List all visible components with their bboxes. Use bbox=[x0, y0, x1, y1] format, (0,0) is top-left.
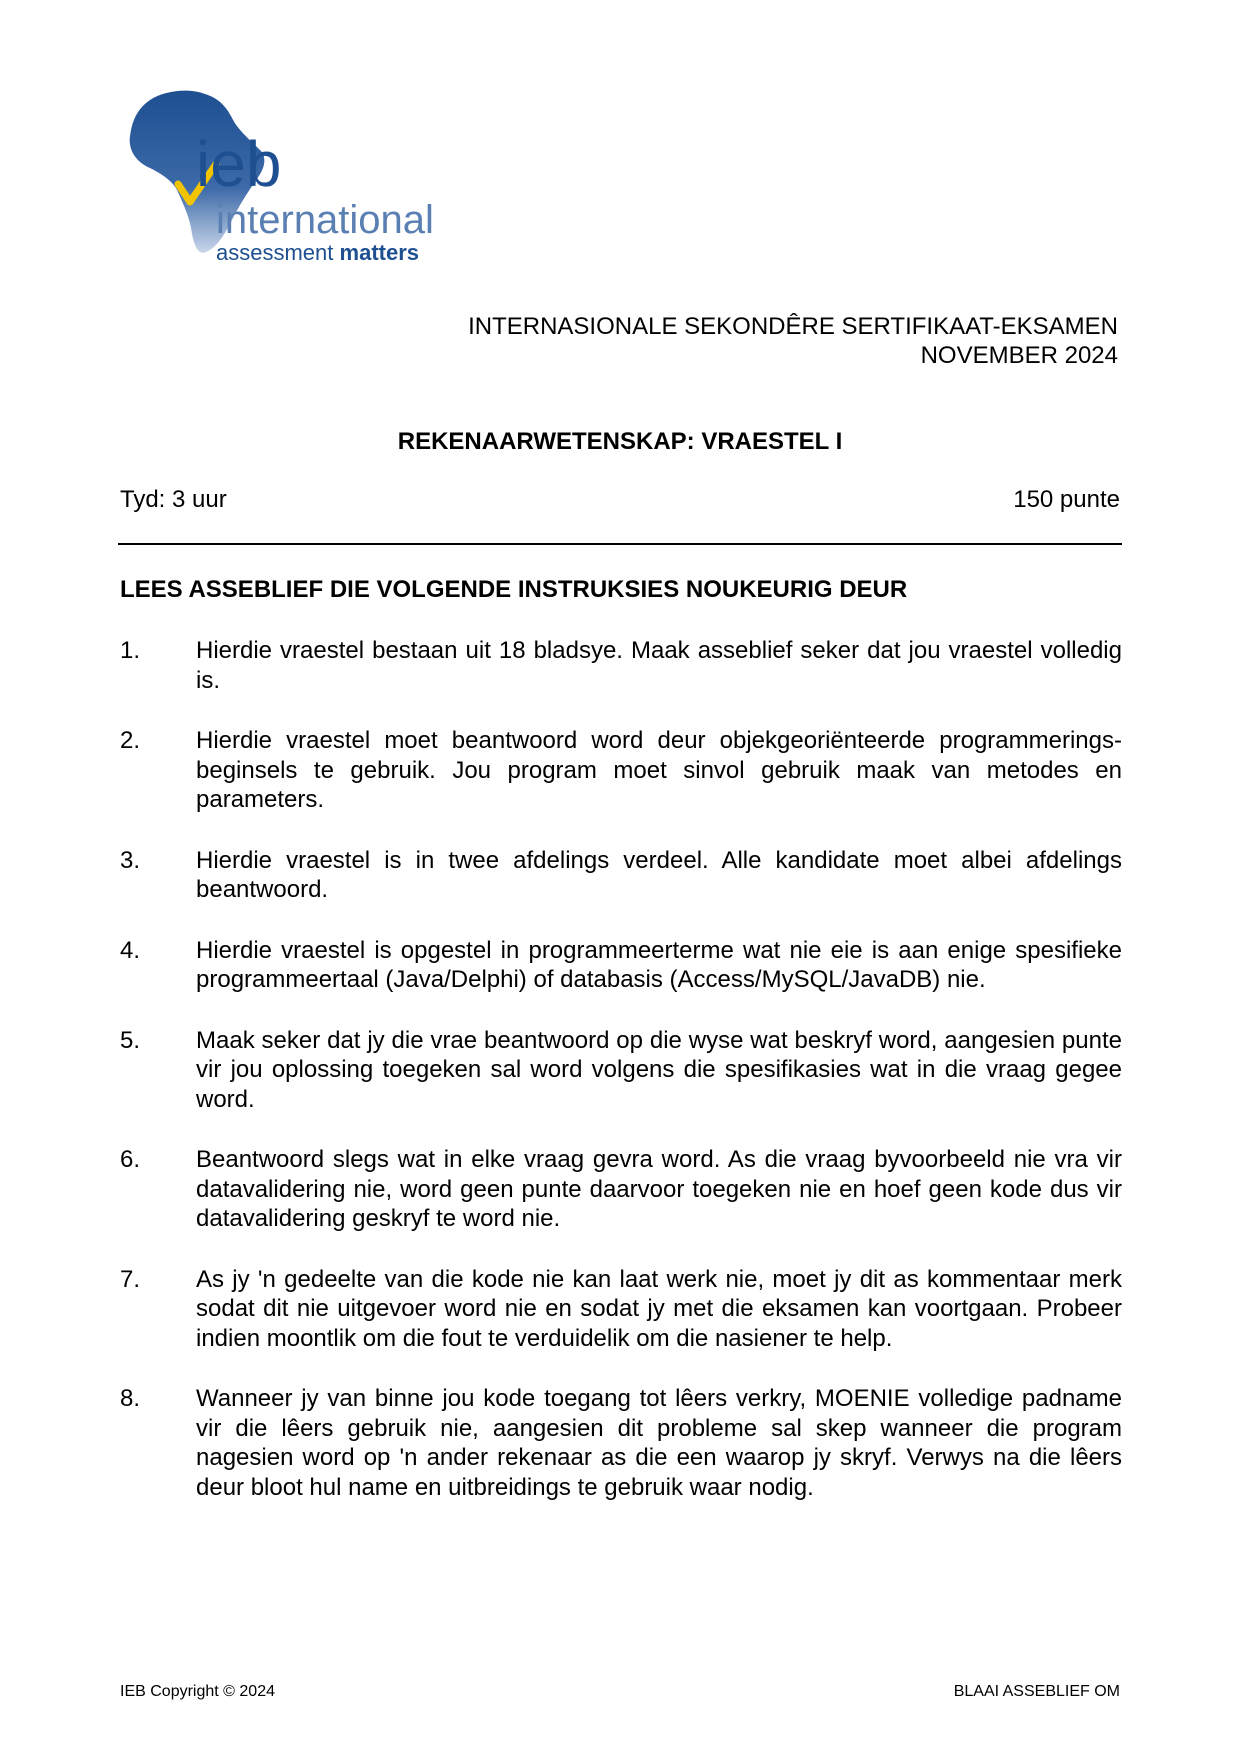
instructions-heading: LEES ASSEBLIEF DIE VOLGENDE INSTRUKSIES NOUKEURIG DEUR bbox=[120, 576, 908, 603]
instruction-number: 2. bbox=[120, 727, 141, 754]
footer-copyright: IEB Copyright © 2024 bbox=[120, 1683, 275, 1700]
instruction-item bbox=[120, 1384, 1122, 1502]
divider-line bbox=[118, 543, 1122, 545]
exam-title: INTERNASIONALE SEKONDÊRE SERTIFIKAAT-EKSAMEN bbox=[468, 313, 1118, 340]
footer-turn-over: BLAAI ASSEBLIEF OM bbox=[953, 1683, 1120, 1700]
exam-time: Tyd: 3 uur bbox=[120, 486, 227, 513]
instruction-number: 6. bbox=[120, 1146, 141, 1173]
ieb-logo bbox=[120, 88, 480, 288]
instructions-list bbox=[120, 636, 1122, 1533]
logo-wordmark: ieb bbox=[196, 128, 282, 200]
instruction-item bbox=[120, 1145, 1122, 1234]
exam-session: NOVEMBER 2024 bbox=[920, 342, 1118, 369]
instruction-number: 8. bbox=[120, 1385, 141, 1412]
instruction-text: Wanneer jy van binne jou kode toegang tot lêers verkry, MOENIE volledige padname vir die lêers gebruik nie, aangesien dit probleme sal skep wanneer die program nagesien word op 'n ander rekenaar as die een waarop jy skryf. Verwys na die lêers deur bloot hul name en uitbreidings te gebruik waar nodig. bbox=[196, 1385, 1122, 1501]
instruction-number: 7. bbox=[120, 1265, 141, 1293]
exam-header bbox=[468, 312, 1118, 370]
instruction-text: Hierdie vraestel bestaan uit 18 bladsye. Maak asseblief seker dat jou vraestel volledig is. bbox=[196, 637, 1122, 694]
instruction-item bbox=[120, 726, 1122, 815]
instruction-number: 3. bbox=[120, 846, 141, 874]
subject-title: REKENAARWETENSKAP: VRAESTEL I bbox=[397, 428, 843, 455]
instruction-number: 1. bbox=[120, 637, 141, 664]
logo-international: international bbox=[216, 198, 434, 242]
logo-tagline: assessment matters bbox=[216, 240, 419, 265]
time-marks-row bbox=[120, 486, 1120, 514]
instruction-item bbox=[120, 936, 1122, 995]
instruction-item bbox=[120, 846, 1122, 905]
instruction-text: Beantwoord slegs wat in elke vraag gevra word. As die vraag byvoorbeeld nie vra vir datavalidering nie, word geen punte daarvoor toegeken nie en hoef geen kode dus vir datavalidering geskryf te word nie. bbox=[196, 1146, 1122, 1232]
instruction-text: Hierdie vraestel is opgestel in programmeerterme wat nie eie is aan enige spesifieke programmeertaal (Java/Delphi) of databasis (Access/MySQL/JavaDB) nie. bbox=[196, 936, 1122, 993]
instruction-text: Hierdie vraestel moet beantwoord word deur objekgeoriënteerde programmerings-beginsels te gebruik. Jou program moet sinvol gebruik maak van metodes en parameters. bbox=[196, 727, 1122, 813]
instruction-number: 4. bbox=[120, 936, 141, 964]
instruction-item bbox=[120, 636, 1122, 695]
instruction-text: As jy 'n gedeelte van die kode nie kan laat werk nie, moet jy dit as kommentaar merk sodat dit nie uitgevoer word nie en sodat jy met die eksamen kan voortgaan. Probeer indien moontlik om die fout te verduidelik om die nasiener te help. bbox=[196, 1265, 1122, 1352]
exam-marks: 150 punte bbox=[1013, 486, 1120, 513]
instruction-number: 5. bbox=[120, 1026, 141, 1054]
instruction-text: Hierdie vraestel is in twee afdelings verdeel. Alle kandidate moet albei afdelings beantwoord. bbox=[196, 846, 1122, 903]
instruction-item bbox=[120, 1026, 1122, 1115]
instruction-text: Maak seker dat jy die vrae beantwoord op die wyse wat beskryf word, aangesien punte vir jou oplossing toegeken sal word volgens die spesifikasies wat in die vraag gegee word. bbox=[196, 1026, 1122, 1113]
instruction-item bbox=[120, 1265, 1122, 1354]
